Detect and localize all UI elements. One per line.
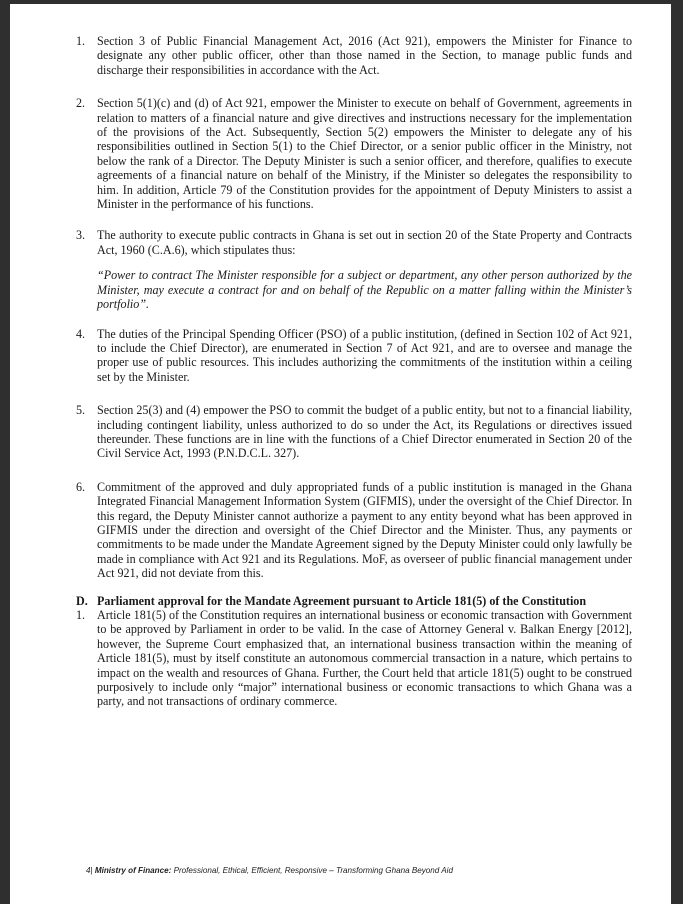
list-item — [76, 608, 632, 709]
page-footer — [86, 866, 453, 875]
item-number: 4. — [76, 326, 86, 341]
numbered-list-top — [76, 34, 632, 257]
item-text: Section 3 of Public Financial Management Act, 2016 (Act 921), empowers the Minister for Finance to designate any other public officer, other than those named in the Section, to manage public funds and discharge their responsibilities in accordance with the Act. — [97, 34, 632, 77]
section-heading — [76, 594, 632, 608]
list-item — [76, 34, 632, 77]
block-quote: “Power to contract The Minister responsible for a subject or department, any other person authorized by the Minister, may execute a contract for and on behalf of the Republic on a matter falling within the Minister’s portfolio”. — [97, 268, 632, 312]
footer-tagline: Professional, Ethical, Efficient, Responsive – Transforming Ghana Beyond Aid — [173, 866, 453, 875]
document-page — [10, 4, 671, 904]
section-letter: D. — [76, 593, 88, 608]
list-item — [76, 480, 632, 581]
page-number: 4 — [86, 866, 91, 875]
item-number: 2. — [76, 96, 86, 111]
footer-org: Ministry of Finance: — [94, 866, 172, 875]
item-text: Commitment of the approved and duly appropriated funds of a public institution is managed in the Ghana Integrated Financial Management Information System (GIFMIS), under the oversight of the Chief Director. In this regard, the Deputy Minister cannot authorize a payment to any entity beyond what has been approved in GIFMIS under the direction and oversight of the Chief Director and the Minister. Thus, any payments or commitments to be made under the Mandate Agreement signed by the Deputy Minister could only lawfully be made in compliance with Act 921 and its Regulations. MoF, as overseer of public financial management under Act 921, did not deviate from this. — [97, 479, 632, 581]
item-text: Article 181(5) of the Constitution requires an international business or economic transaction with Government to be approved by Parliament in order to be valid. In the case of Attorney General v. Balkan Energy [2012], however, the Supreme Court emphasized that, an international business transaction within the meaning of Article 181(5), must by itself constitute an autonomous commercial transaction in a nature, which pertains to impact on the wealth and resources of Ghana. Further, the Court held that article 181(5) ought to be construed purposively to include only “major” international business or economic transactions to which Ghana was a party, and not transactions of ordinary commerce. — [97, 608, 632, 709]
list-item — [76, 403, 632, 461]
list-item — [76, 96, 632, 211]
footer-separator: | — [90, 866, 93, 875]
numbered-list-bottom — [76, 608, 632, 709]
item-number: 6. — [76, 479, 86, 494]
item-text: Section 5(1)(c) and (d) of Act 921, empower the Minister to execute on behalf of Government, agreements in relation to matters of a financial nature and give directives and instructions necessary for the implementation of the provisions of the Act. Subsequently, Section 5(2) empowers the Minister to delegate any of his responsibilities outlined in Section 5(1) to the Chief Director, or a senior public officer in the Ministry, not below the rank of a Director. The Deputy Minister is such a senior officer, and therefore, qualifies to execute agreements of a financial nature on behalf of the Ministry, if the Minister so delegates the responsibility to him. In addition, Article 79 of the Constitution provides for the appointment of Deputy Ministers to assist a Minister in the performance of his functions. — [97, 96, 632, 212]
item-number: 5. — [76, 403, 86, 418]
item-number: 1. — [76, 34, 86, 48]
numbered-list-mid — [76, 327, 632, 581]
list-item — [76, 228, 632, 257]
document-body — [76, 34, 632, 723]
section-heading-text: Parliament approval for the Mandate Agreement pursuant to Article 181(5) of the Constitution — [97, 593, 587, 608]
item-text: Section 25(3) and (4) empower the PSO to commit the budget of a public entity, but not to a financial liability, including contingent liability, unless authorized to do so under the Act, its Regulations or directives issued thereunder. These functions are in line with the functions of a Chief Director enumerated in Section 20 of the Civil Service Act, 1993 (P.N.D.C.L. 327). — [97, 403, 632, 461]
item-number: 1. — [76, 608, 86, 622]
list-item — [76, 327, 632, 385]
item-text: The authority to execute public contracts in Ghana is set out in section 20 of the State Property and Contracts Act, 1960 (C.A.6), which stipulates thus: — [97, 228, 632, 257]
item-number: 3. — [76, 228, 86, 243]
item-text: The duties of the Principal Spending Officer (PSO) of a public institution, (defined in Section 102 of Act 921, to include the Chief Director), are enumerated in Section 7 of Act 921, and are to oversee and manage the proper use of public resources. This includes authorizing the commitments of the institution within a ceiling set by the Minister. — [97, 326, 632, 384]
